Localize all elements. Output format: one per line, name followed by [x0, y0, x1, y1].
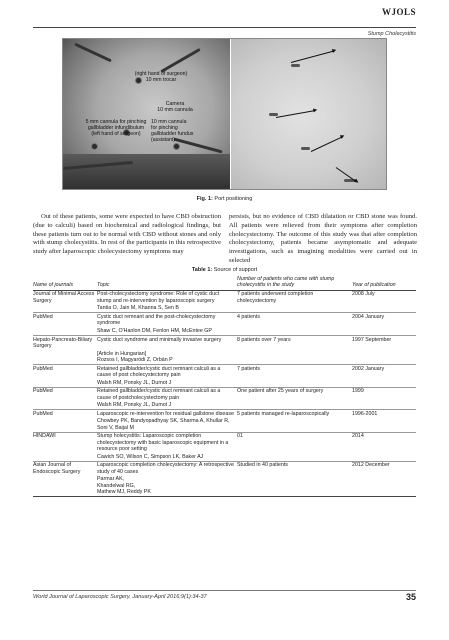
label-right-hand-trocar: (right hand of surgeon) 10 mm trocar: [134, 71, 188, 83]
cell-authors: Walsh RM, Ponsky JL, Dumot J: [97, 402, 237, 410]
surgical-drape: [63, 154, 230, 190]
figure-caption-text: Port positioning: [214, 196, 253, 202]
cell-journal: PubMed: [33, 314, 53, 320]
cell-authors: Tantia O, Jain M, Khanna S, Sen B: [97, 305, 237, 313]
table-row: [33, 365, 416, 380]
cell-authors: Parmar AK, Khandelwal RG, Mathew MJ, Reddy PK: [97, 476, 237, 497]
cell-year: 2014: [352, 433, 364, 440]
running-title: Stump Cholecystitis: [367, 31, 416, 37]
tube: [74, 43, 112, 63]
table-header-year: Year of publication: [352, 276, 416, 290]
cell-year: 2004 January: [352, 314, 385, 320]
table-row-authors: [33, 453, 416, 461]
cell-year: 2002 January: [352, 365, 385, 372]
scar: [291, 64, 300, 67]
cell-journal: HINDAWI: [33, 433, 56, 440]
arrow: [291, 50, 335, 63]
cell-patients: Studied in 40 patients: [237, 462, 288, 469]
table-row-authors: [33, 350, 416, 365]
body-left-column: [33, 213, 221, 257]
cell-topic: Laparoscopic re-intervention for residual gallstone disease: [97, 410, 234, 417]
support-table: [33, 276, 416, 497]
arrow: [276, 110, 316, 118]
body-right-column: [229, 213, 417, 266]
table-row-authors: [33, 379, 416, 387]
footer-journal-line: World Journal of Laparoscopic Surgery, January-April 2016;9(1):34-37: [33, 594, 207, 600]
table-row: [33, 336, 416, 351]
cell-year: 2008 July: [352, 291, 375, 298]
cell-topic: Retained gallbladder/cystic duct remnant calculi as a cause of postcholecystectomy pain: [97, 388, 221, 401]
table-header-patients: Number of patients who came with stump cholecystitis in the study: [237, 276, 352, 290]
cell-patients: 5 patients managed re-laparoscopically: [237, 410, 330, 417]
cell-year: 2012 December: [352, 462, 390, 469]
cell-authors: Chowbey PK, Bandyopadhyay SK, Sharma A, Khullar R, Soni V, Baijal M: [97, 418, 237, 433]
cell-topic: Cystic duct syndrome and minimally invasive surgery: [97, 336, 222, 343]
cell-year: 1999: [352, 388, 364, 395]
label-right-cannula: 10 mm cannula for pinching gallbladder fundus (assistant): [151, 119, 194, 143]
cell-patients: 4 patients: [237, 314, 260, 320]
arrow: [311, 136, 343, 152]
table-title-text: Source of support: [213, 267, 258, 273]
table-header-row: [33, 276, 416, 290]
cell-authors: Cawich SO, Wilson C, Simpson LK, Baker AJ: [97, 453, 237, 461]
table-row-authors: [33, 305, 416, 313]
cell-journal: Asian Journal of Endoscopic Surgery: [33, 462, 81, 475]
cell-topic: Cystic duct remnant and the post-cholecystectomy syndrome: [97, 314, 216, 327]
scar: [301, 147, 310, 150]
table-row: [33, 410, 416, 418]
table-row: [33, 387, 416, 402]
table-title-label: Table 1:: [191, 267, 213, 273]
figure-caption: [0, 196, 449, 202]
journal-abbrev: WJOLS: [381, 7, 416, 17]
table-header-topic: Topic: [97, 276, 237, 290]
cell-patients: One patient after 25 years of surgery: [237, 388, 324, 395]
cell-journal: PubMed: [33, 410, 53, 417]
photo-ports: [63, 39, 230, 190]
tube: [160, 48, 200, 73]
cell-year: 1996-2001: [352, 410, 378, 417]
cell-year: 1997 September: [352, 336, 392, 343]
cell-journal: Journal of Minimal Access Surgery: [33, 291, 95, 304]
port-left-cannula: [91, 143, 98, 150]
figure-port-positioning: [62, 38, 387, 190]
body-paragraph: persists, but no evidence of CBD dilatation or CBD stone was found. All patients were relieved from their symptoms after completion cholecystectomy. The outcome of this study was that after completion cholecystectomy, patients became asymptomatic and adequate investigations, such as imagining modalities were carried out in selected: [229, 213, 417, 264]
figure-caption-label: Fig. 1:: [196, 196, 213, 202]
body-paragraph: Out of these patients, some were expected to have CBD obstruction (due to calculi) based on biochemical and radiological findings, but these patients turn out to be normal with CBD without stones and only with stump cholecystitis. In rest of the participants in this retrospective study after laparoscopic cholecystectomy symptoms may: [33, 213, 221, 256]
cell-journal: PubMed: [33, 388, 53, 395]
cell-topic: Stump holecystitis: Laparoscopic completion cholecystectomy with basic laparoscopic equipment in a resource poor setting: [97, 433, 229, 453]
cell-patients: 8 patients over 7 years: [237, 336, 291, 343]
cell-topic: Laparoscopic completion cholecystectomy: A retrospective study of 40 cases: [97, 462, 234, 475]
table-row: [33, 461, 416, 476]
cell-journal: Hepato-Pancreato-Biliary Surgery: [33, 336, 93, 349]
label-camera: Camera 10 mm cannula: [157, 101, 193, 113]
footer-rule: [33, 590, 416, 591]
cell-authors: [Article in Hungarian] Rozsos I, Magyaródi Z, Orbán P: [97, 350, 237, 365]
cell-authors: Shaw C, O'Hanlon DM, Fenlon HM, McEntee GP: [97, 327, 237, 335]
cell-topic: Post-cholecystectomy syndrome: Role of cystic duct stump and re-intervention by laparoscopic surgery: [97, 291, 220, 304]
cell-journal: PubMed: [33, 365, 53, 372]
cell-topic: Retained gallbladder/cystic duct remnant calculi as a cause of post cholecystectomy pain: [97, 365, 221, 378]
table-row-authors: [33, 418, 416, 433]
page-number: 35: [405, 592, 416, 602]
label-left-cannula: 5 mm cannula for pinching gallbladder infundibulum (left hand of surgeon): [85, 119, 147, 137]
port-right-cannula: [173, 143, 180, 150]
photo-scars: [231, 39, 387, 190]
cell-patients: 7 patients: [237, 365, 260, 372]
table-row-authors: [33, 402, 416, 410]
cell-patients: 01: [237, 433, 243, 440]
cell-patients: 7 patients underwent completion cholecystectomy: [237, 291, 314, 304]
cell-authors: Walsh RM, Ponsky JL, Dumot J: [97, 379, 237, 387]
table-title: [0, 267, 449, 273]
table-row: [33, 290, 416, 305]
table-row-authors: [33, 327, 416, 335]
table-header-journal: Name of journals: [33, 276, 97, 290]
table-row: [33, 313, 416, 328]
scar: [269, 113, 278, 116]
table-row: [33, 432, 416, 453]
header-rule: [33, 27, 416, 28]
table-row-authors: [33, 476, 416, 497]
